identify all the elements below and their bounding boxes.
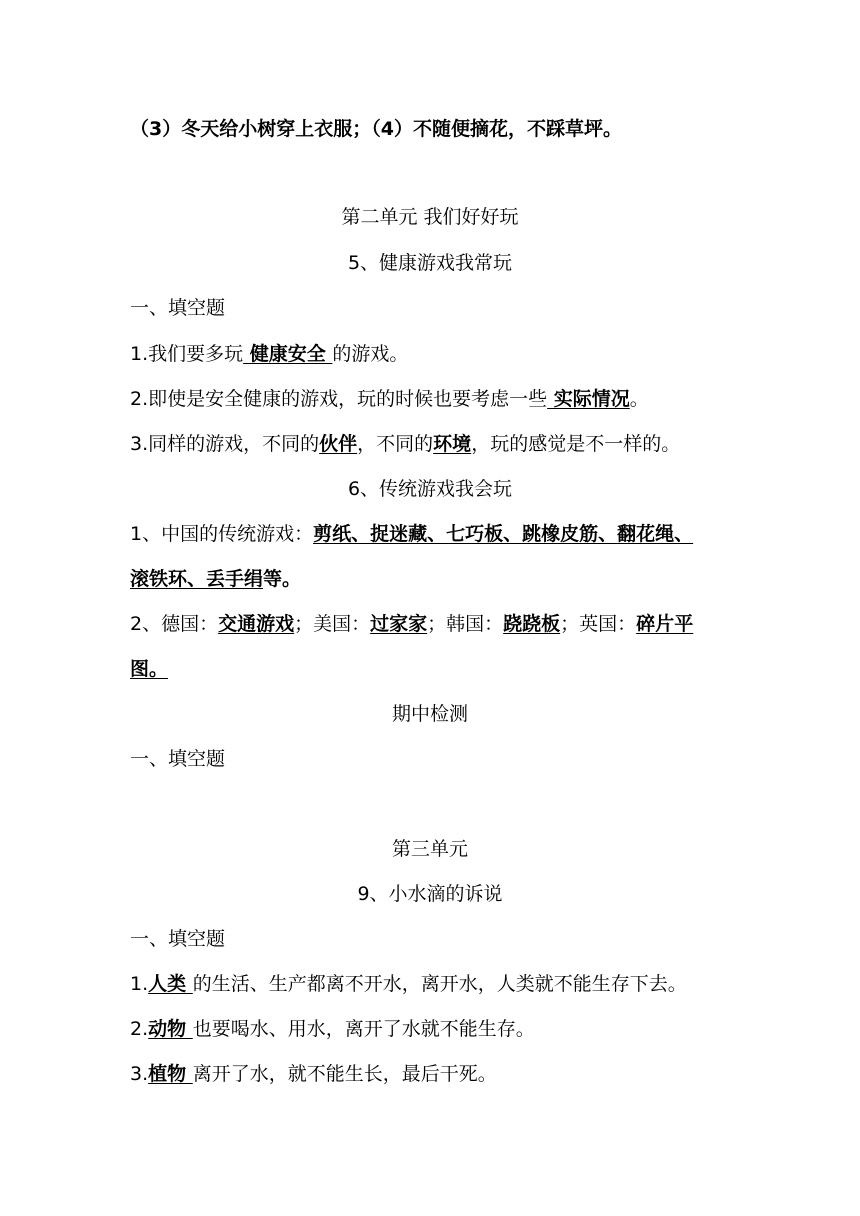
answer-blank: 跷跷板 (503, 613, 561, 635)
lesson-5-section-heading: 一、填空题 (130, 297, 226, 319)
question-text: 1.我们要多玩 (130, 343, 244, 365)
midterm-title: 期中检测 (391, 703, 468, 725)
country-label: 2、德国： (130, 613, 219, 635)
answer-blank: 碎片平 (636, 613, 694, 635)
lesson-5-question-2 (130, 387, 740, 411)
lesson-6-question-2-line-2 (130, 657, 740, 681)
lesson-5-question-3 (130, 432, 740, 456)
question-text: 也要喝水、用水，离开了水就不能生存。 (192, 1018, 535, 1040)
question-number: 2. (130, 1018, 149, 1040)
answer-line-protect-trees (130, 117, 740, 141)
question-text: 的游戏。 (332, 343, 409, 365)
lesson-9-section-heading: 一、填空题 (130, 928, 226, 950)
question-text: ，玩的感觉是不一样的。 (471, 433, 681, 455)
lesson-9-question-1 (130, 972, 740, 996)
question-number: 3. (130, 1063, 149, 1085)
lesson-6-question-1-line-1 (130, 522, 740, 546)
lesson-5-question-1 (130, 342, 740, 366)
lesson-6-question-2-line-1 (130, 612, 740, 636)
question-text: 。 (629, 388, 649, 410)
answer-blank: 滚铁环、丢手绢 (130, 568, 264, 590)
lesson-6-title: 6、传统游戏我会玩 (347, 478, 513, 500)
question-number: 1. (130, 973, 149, 995)
country-label: ；韩国： (427, 613, 504, 635)
question-text: 3.同样的游戏，不同的 (130, 433, 320, 455)
answer-blank: 剪纸、捉迷藏、七巧板、跳橡皮筋、翻花绳、 (313, 523, 694, 545)
question-text: 离开了水，就不能生长，最后干死。 (192, 1063, 497, 1085)
answer-blank: 交通游戏 (218, 613, 295, 635)
question-text: 的生活、生产都离不开水，离开水，人类就不能生存下去。 (192, 973, 687, 995)
lesson-5-title: 5、健康游戏我常玩 (347, 252, 513, 274)
country-label: ；美国： (294, 613, 371, 635)
answer-blank: 过家家 (370, 613, 428, 635)
question-text: ，不同的 (357, 433, 434, 455)
lesson-9-question-3 (130, 1062, 740, 1086)
answer-text: （3）冬天给小树穿上衣服；（4）不随便摘花，不踩草坪。 (130, 118, 622, 140)
lesson-9-title: 9、小水滴的诉说 (357, 883, 503, 905)
answer-blank: 人类 (148, 973, 193, 995)
country-label: ；英国： (560, 613, 637, 635)
answer-blank: 环境 (433, 433, 472, 455)
answer-blank: 实际情况 (547, 388, 630, 410)
midterm-section-heading: 一、填空题 (130, 748, 226, 770)
lesson-9-question-2 (130, 1017, 740, 1041)
unit-3-title: 第三单元 (391, 838, 468, 860)
question-text: 2.即使是安全健康的游戏，玩的时候也要考虑一些 (130, 388, 548, 410)
answer-blank: 伙伴 (319, 433, 358, 455)
question-text: 1、中国的传统游戏： (130, 523, 314, 545)
unit-2-title: 第二单元 我们好好玩 (341, 206, 519, 228)
answer-blank: 植物 (148, 1063, 193, 1085)
answer-blank: 健康安全 (243, 343, 333, 365)
answer-blank: 图。 (130, 658, 169, 680)
answer-blank: 动物 (148, 1018, 193, 1040)
question-text: 等。 (263, 568, 302, 590)
lesson-6-question-1-line-2 (130, 567, 740, 591)
